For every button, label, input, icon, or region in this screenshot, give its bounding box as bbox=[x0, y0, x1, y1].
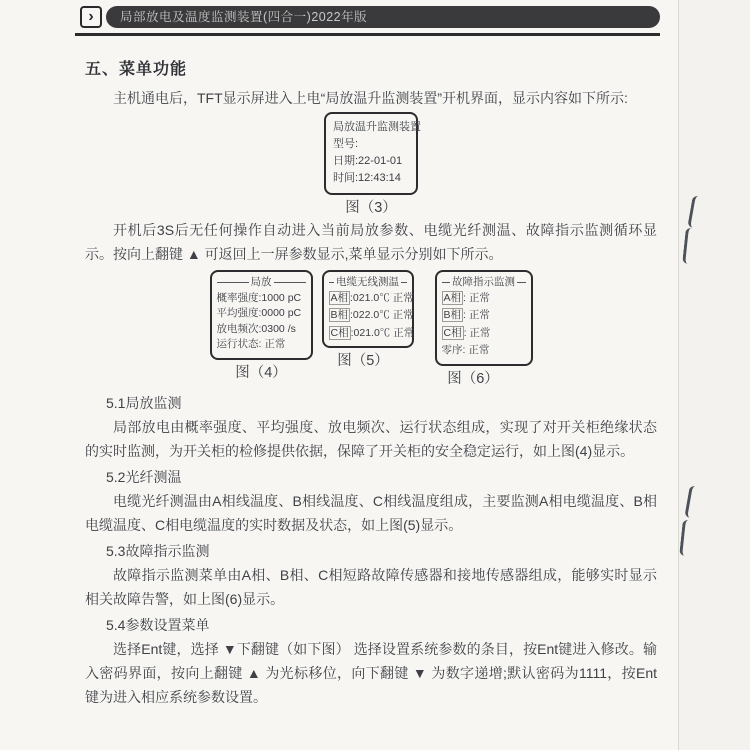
title-rule bbox=[217, 282, 249, 283]
boot-screen-date: 日期:22-01-01 bbox=[333, 155, 403, 167]
phase-c-value: :021.0℃ 正常 bbox=[350, 326, 415, 339]
cable-temp-title-row bbox=[329, 275, 407, 291]
section-5-2-heading: 5.2光纤测温 bbox=[106, 468, 182, 485]
pd-row-average: 平均强度:0000 pC bbox=[216, 307, 302, 319]
pd-screen-title-row bbox=[217, 275, 306, 291]
cable-temp-row-a bbox=[329, 291, 414, 307]
figure-3 bbox=[85, 112, 657, 218]
fault-screen-display bbox=[435, 270, 533, 366]
title-rule bbox=[274, 282, 306, 283]
figure-4 bbox=[210, 270, 313, 383]
boot-screen-title: 局放温升监测装置 bbox=[333, 121, 421, 133]
phase-a-label: A相 bbox=[443, 291, 462, 304]
title-rule bbox=[329, 282, 335, 283]
boot-screen-time: 时间:12:43:14 bbox=[333, 172, 401, 184]
zero-seq-label: 零序 bbox=[441, 344, 463, 356]
document-title: 局部放电及温度监测装置(四合一)2022年版 bbox=[120, 10, 368, 24]
fault-title-row bbox=[442, 275, 526, 291]
nav-arrow-icon bbox=[80, 6, 102, 28]
pd-row-status: 运行状态: 正常 bbox=[216, 338, 286, 350]
section-5-1-body: 局部放电由概率强度、平均强度、放电频次、运行状态组成，实现了对开关柜绝缘状态的实时监测，为开关柜的检修提供依据，保障了开关柜的安全稳定运行，如上图(4)显示。 bbox=[85, 418, 657, 459]
chapter-heading: 五、菜单功能 bbox=[85, 61, 188, 78]
fault-row-b bbox=[442, 308, 526, 324]
section-5-4-heading: 5.4参数设置菜单 bbox=[106, 616, 210, 633]
section-5-4-body: 选择Ent键，选择 ▼下翻键（如下图） 选择设置系统参数的条目，按Ent键进入修改。输入密码界面，按向上翻键 ▲ 为光标移位，向下翻键 ▼ 为数字递增;默认密码为1111，按Ent键为进入相应系统参数设置。 bbox=[85, 640, 657, 705]
boot-screen-display bbox=[324, 112, 421, 195]
figure-6-caption: 图（6） bbox=[447, 370, 499, 387]
phase-a-label: A相 bbox=[330, 291, 349, 304]
phase-a-value: :021.0℃ 正常 bbox=[350, 291, 414, 304]
title-rule bbox=[517, 282, 526, 283]
phase-a-status: : 正常 bbox=[463, 291, 490, 304]
phase-c-label: C相 bbox=[443, 326, 462, 339]
pd-row-frequency: 放电频次:0300 /s bbox=[216, 322, 296, 335]
intro-paragraph-1: 主机通电后，TFT显示屏进入上电“局放温升监测装置”开机界面，显示内容如下所示: bbox=[113, 90, 628, 106]
figure-6 bbox=[414, 270, 533, 389]
boot-screen-model: 型号: bbox=[333, 138, 359, 150]
header-divider bbox=[75, 33, 660, 36]
cable-temp-screen-display bbox=[322, 270, 414, 348]
section-5-3-heading: 5.3故障指示监测 bbox=[106, 542, 210, 559]
fault-row-a bbox=[442, 291, 526, 307]
cable-temp-title: 电缆无线测温 bbox=[336, 276, 399, 288]
phase-b-label: B相 bbox=[330, 309, 349, 321]
phase-b-value: :022.0℃ 正常 bbox=[350, 309, 414, 321]
intro-paragraph-2: 开机后3S后无任何操作自动进入当前局放参数、电缆光纤测温、故障指示监测循环显示。按向上翻键 ▲ 可返回上一屏参数显示,菜单显示分别如下所示。 bbox=[85, 222, 657, 262]
fault-row-zero bbox=[442, 343, 526, 359]
figure-5-caption: 图（5） bbox=[337, 353, 389, 369]
fault-row-c bbox=[442, 326, 526, 342]
fault-title: 故障指示监测 bbox=[452, 276, 515, 288]
phase-b-label: B相 bbox=[443, 309, 462, 321]
document-content bbox=[85, 56, 657, 709]
section-5-1-heading: 5.1局放监测 bbox=[106, 394, 182, 411]
section-5-3-body: 故障指示监测菜单由A相、B相、C相短路故障传感器和接地传感器组成，能够实时显示相关故障告警，如上图(6)显示。 bbox=[85, 566, 657, 607]
document-header-bar bbox=[106, 6, 660, 28]
nav-arrow-glyph: › bbox=[88, 8, 94, 25]
figure-4-caption: 图（4） bbox=[235, 364, 287, 381]
section-5-2-body: 电缆光纤测温由A相线温度、B相线温度、C相线温度组成，主要监测A相电缆温度、B相电缆温度、C相电缆温度的实时数据及状态，如上图(5)显示。 bbox=[85, 492, 657, 533]
zero-seq-status: : 正常 bbox=[462, 344, 490, 356]
cable-temp-row-b bbox=[329, 308, 414, 324]
pd-screen-display bbox=[210, 270, 313, 360]
phase-c-label: C相 bbox=[330, 326, 349, 339]
page-edge bbox=[678, 0, 750, 750]
phase-b-status: : 正常 bbox=[463, 309, 490, 321]
title-rule bbox=[401, 282, 407, 283]
pd-row-probability: 概率强度:1000 pC bbox=[216, 291, 302, 304]
cable-temp-row-c bbox=[329, 326, 415, 342]
phase-c-status: : 正常 bbox=[463, 326, 491, 339]
pd-screen-title: 局放 bbox=[250, 276, 272, 288]
figure-3-caption: 图（3） bbox=[345, 200, 397, 216]
figure-5 bbox=[313, 270, 414, 371]
figures-row bbox=[85, 270, 657, 389]
title-rule bbox=[442, 282, 451, 283]
